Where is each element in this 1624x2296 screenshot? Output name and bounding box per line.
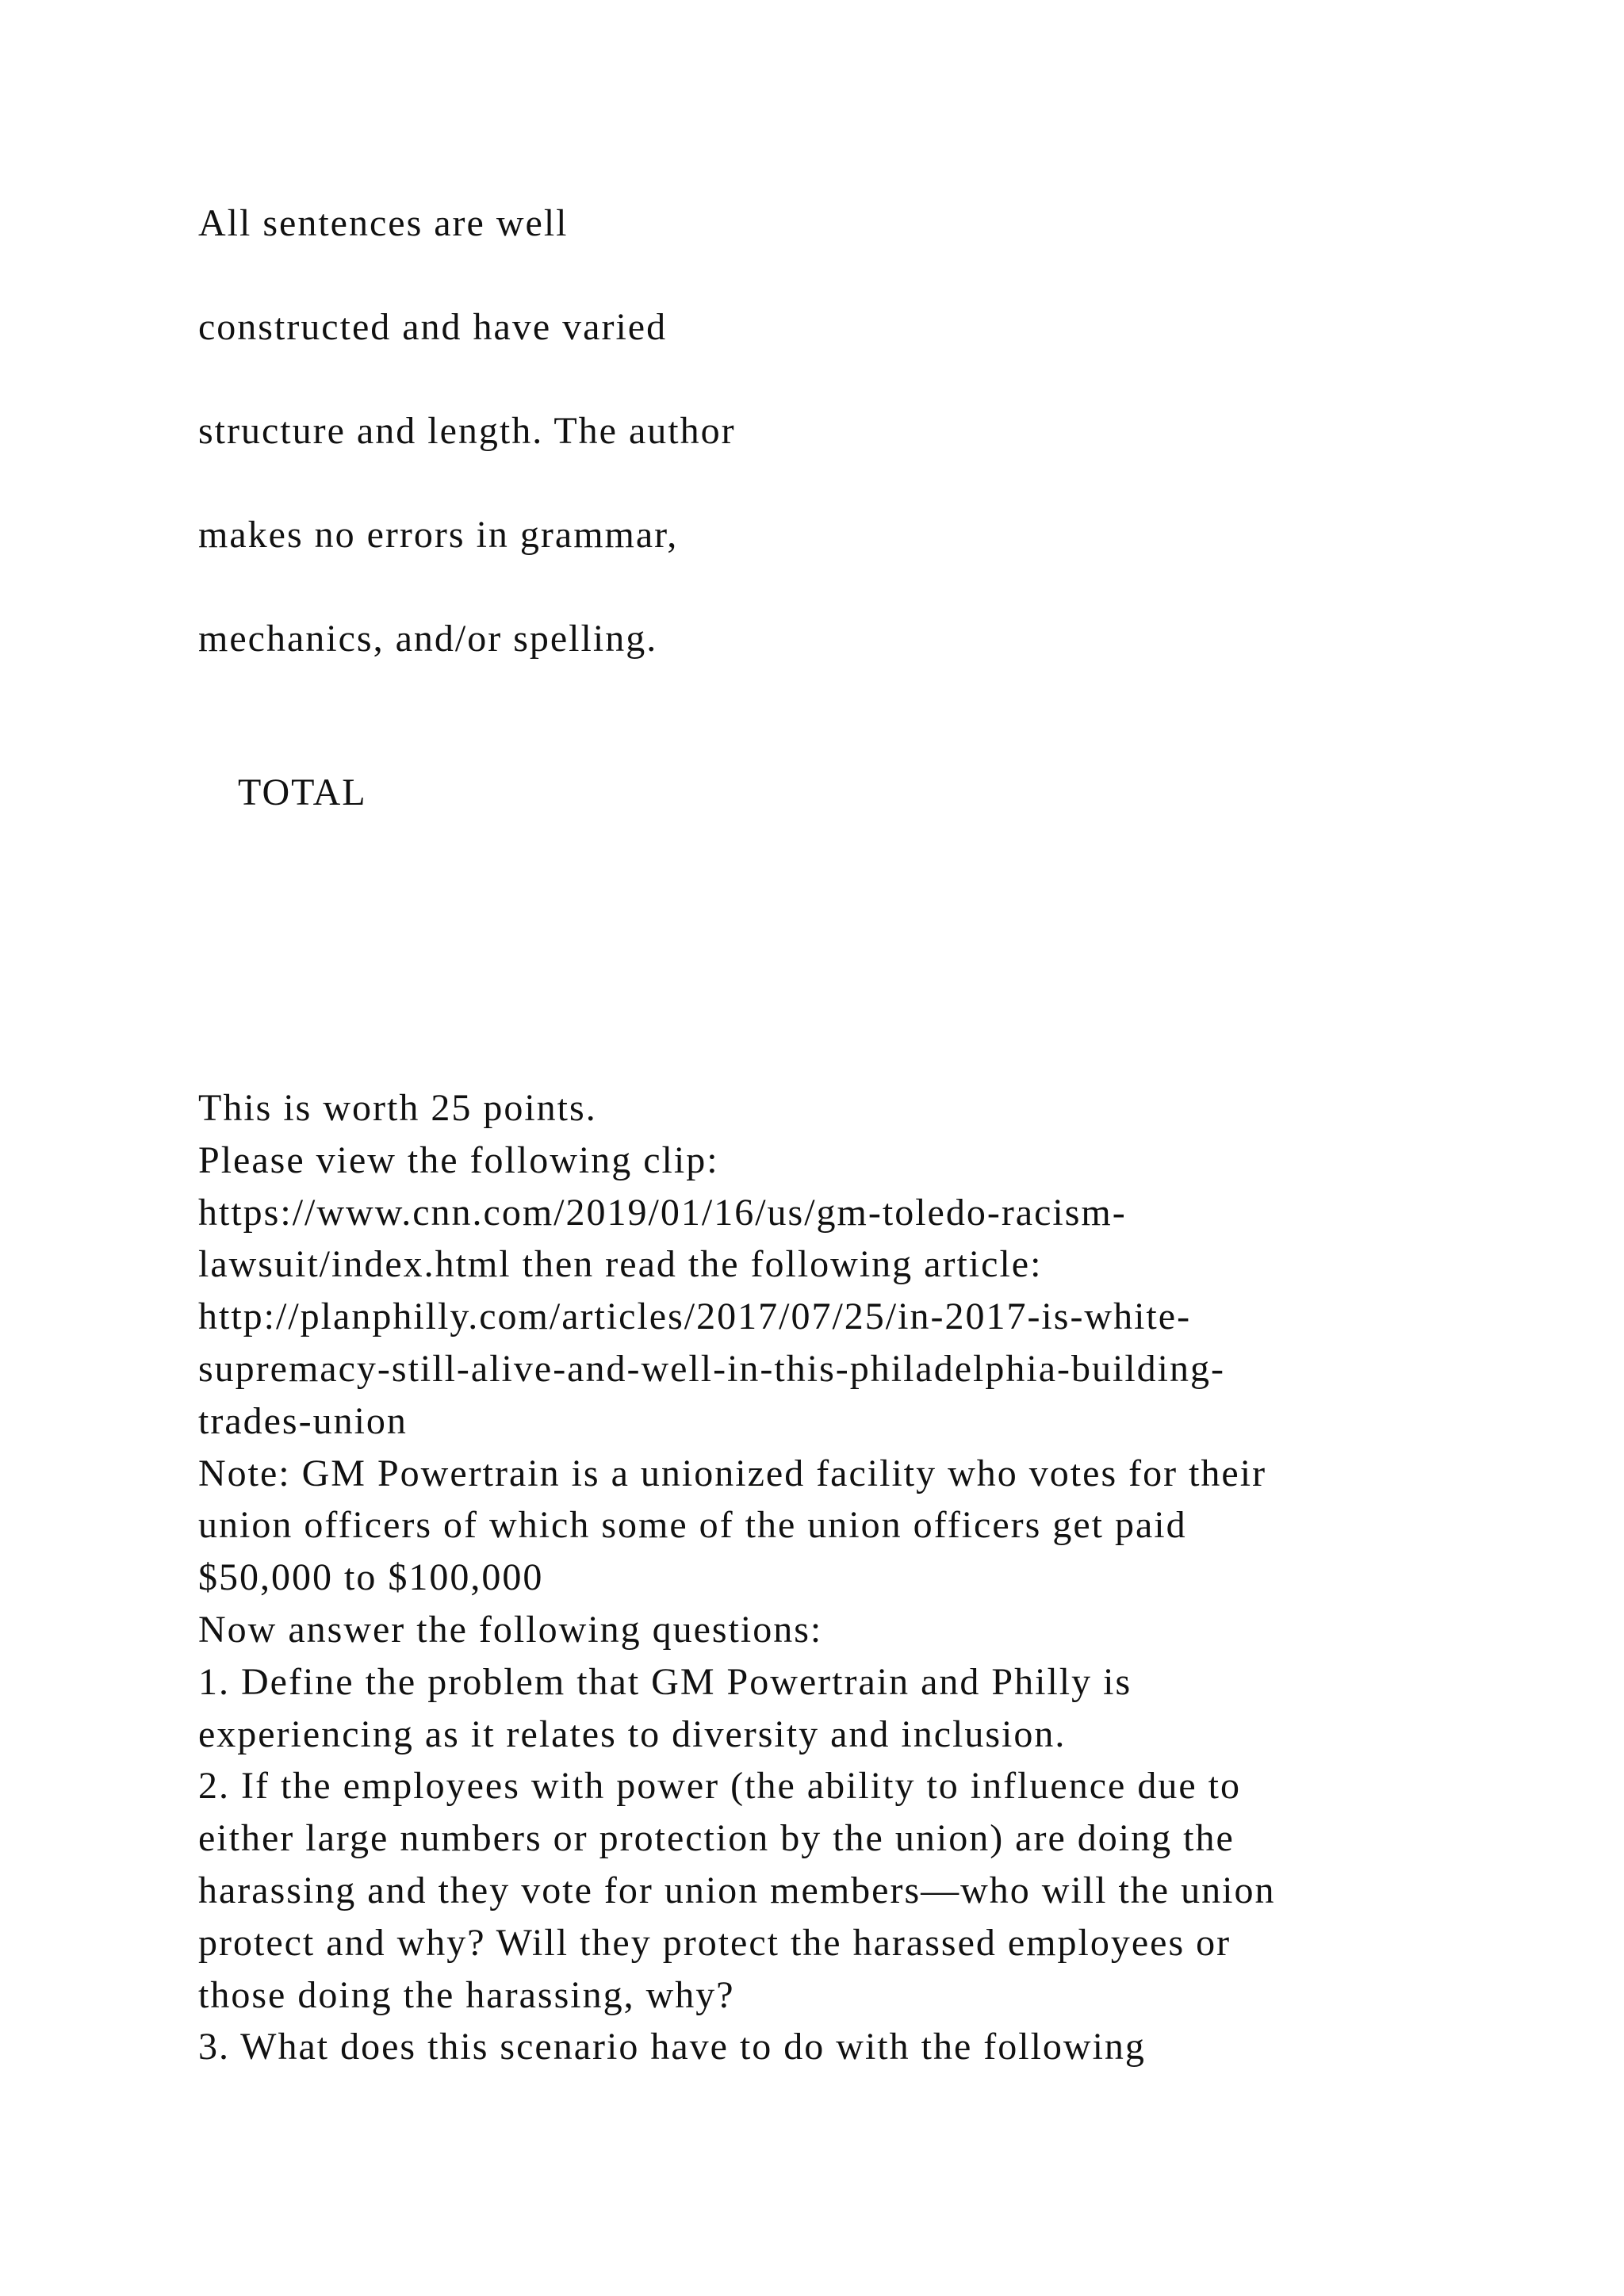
- text-line: Please view the following clip:: [198, 1138, 719, 1181]
- question-line: 2. If the employees with power (the ability to influence due to: [198, 1765, 1241, 1808]
- text-line: lawsuit/index.html then read the following article:: [198, 1243, 1043, 1286]
- question-line: harassing and they vote for union members—who will the union: [198, 1869, 1276, 1911]
- text-line: Now answer the following questions:: [198, 1608, 823, 1651]
- clip-url-line: https://www.cnn.com/2019/01/16/us/gm-toledo-racism-: [198, 1191, 1127, 1234]
- article-url-line: supremacy-still-alive-and-well-in-this-philadelphia-building-: [198, 1347, 1225, 1390]
- total-label: TOTAL: [238, 771, 367, 813]
- question-line: experiencing as it relates to diversity and inclusion.: [198, 1712, 1067, 1755]
- text-line: This is worth 25 points.: [198, 1087, 597, 1129]
- text-line: union officers of which some of the union officers get paid: [198, 1504, 1187, 1547]
- text-line: Note: GM Powertrain is a unionized facility who votes for their: [198, 1452, 1267, 1494]
- question-line: 3. What does this scenario have to do with the following: [198, 2026, 1146, 2068]
- question-line: either large numbers or protection by the union) are doing the: [198, 1817, 1235, 1860]
- text-line: $50,000 to $100,000: [198, 1556, 544, 1599]
- rubric-line: constructed and have varied: [198, 306, 668, 348]
- rubric-line: mechanics, and/or spelling.: [198, 618, 658, 660]
- rubric-line: structure and length. The author: [198, 410, 736, 452]
- question-line: 1. Define the problem that GM Powertrain and Philly is: [198, 1660, 1132, 1703]
- article-url-line: http://planphilly.com/articles/2017/07/25/in-2017-is-white-: [198, 1295, 1192, 1338]
- assignment-text: [198, 1082, 1546, 2073]
- rubric-line: All sentences are well: [198, 202, 569, 244]
- article-url-line: trades-union: [198, 1399, 408, 1442]
- question-line: protect and why? Will they protect the harassed employees or: [198, 1921, 1231, 1964]
- rubric-line: makes no errors in grammar,: [198, 514, 679, 556]
- question-line: those doing the harassing, why?: [198, 1973, 735, 2016]
